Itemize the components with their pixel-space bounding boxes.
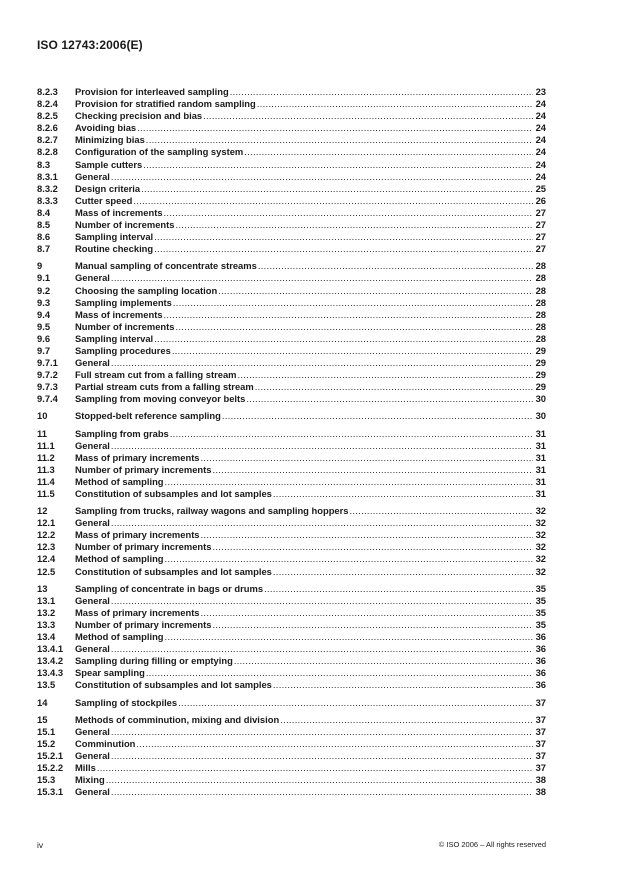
toc-entry-number: 15 (37, 713, 48, 725)
toc-dot-leader (136, 738, 533, 750)
toc-entry-number: 9.7.2 (37, 369, 58, 381)
toc-entry-title[interactable]: Sampling procedures (75, 344, 171, 356)
toc-entry[interactable] (37, 762, 546, 774)
toc-dot-leader (273, 679, 533, 691)
toc-entry-page[interactable]: 28 (535, 332, 546, 344)
toc-entry-page[interactable]: 38 (535, 786, 546, 798)
toc-entry-number: 8.7 (37, 243, 51, 255)
toc-entry[interactable] (37, 183, 546, 195)
toc-dot-leader (203, 110, 533, 122)
toc-entry-title[interactable]: Choosing the sampling location (75, 284, 218, 296)
toc-entry-number: 12.2 (37, 529, 56, 541)
toc-entry-title[interactable]: Comminution (75, 737, 136, 749)
toc-dot-leader (213, 464, 534, 476)
toc-section-group (37, 714, 546, 799)
toc-dot-leader (213, 619, 534, 631)
toc-entry-number: 13.4.1 (37, 643, 64, 655)
toc-entry[interactable] (37, 440, 546, 452)
toc-entry-title[interactable]: Checking precision and bias (75, 110, 203, 122)
toc-entry-page[interactable]: 32 (535, 517, 546, 529)
toc-dot-leader (273, 566, 533, 578)
toc-entry[interactable] (37, 643, 546, 655)
toc-entry-number: 12 (37, 505, 48, 517)
toc-entry-page[interactable]: 24 (535, 170, 546, 182)
toc-entry-number: 8.2.4 (37, 98, 58, 110)
toc-entry-page[interactable]: 29 (535, 381, 546, 393)
toc-dot-leader (154, 243, 533, 255)
toc-entry-number: 9.1 (37, 272, 51, 284)
toc-entry-title[interactable]: General (75, 439, 110, 451)
toc-entry-number: 15.2.1 (37, 749, 64, 761)
toc-entry-page[interactable]: 28 (535, 308, 546, 320)
toc-entry-number: 12.1 (37, 517, 56, 529)
toc-entry[interactable] (37, 774, 546, 786)
toc-entry-title[interactable]: Provision for interleaved sampling (75, 86, 229, 97)
toc-entry-title[interactable]: Configuration of the sampling system (75, 146, 244, 158)
toc-entry-number: 9.2 (37, 284, 51, 296)
toc-entry-page[interactable]: 36 (535, 667, 546, 679)
toc-dot-leader (255, 381, 533, 393)
toc-entry-page[interactable]: 27 (535, 243, 546, 255)
toc-entry-number: 11.4 (37, 475, 55, 487)
toc-dot-leader (165, 631, 533, 643)
toc-entry-title[interactable]: Routine checking (75, 243, 154, 255)
toc-entry[interactable] (37, 464, 546, 476)
toc-entry-number: 9.7 (37, 344, 51, 356)
table-of-contents (37, 86, 546, 803)
toc-entry-title[interactable]: General (75, 170, 110, 182)
toc-entry-title[interactable]: Constitution of subsamples and lot samples (75, 488, 272, 499)
toc-entry-page[interactable]: 32 (535, 553, 546, 565)
toc-entry-number: 9.4 (37, 308, 51, 320)
toc-entry[interactable] (37, 285, 546, 297)
toc-dot-leader (201, 529, 533, 541)
toc-entry-number: 8.2.7 (37, 134, 58, 146)
toc-entry-number: 8.2.5 (37, 110, 58, 122)
toc-entry[interactable] (37, 428, 546, 440)
toc-entry[interactable] (37, 134, 546, 146)
toc-entry-number: 9.6 (37, 332, 51, 344)
toc-entry-page[interactable]: 28 (535, 320, 546, 332)
toc-entry-page[interactable]: 36 (535, 643, 546, 655)
toc-dot-leader (111, 786, 533, 798)
toc-entry-title[interactable]: Mixing (75, 774, 105, 786)
toc-entry[interactable] (37, 517, 546, 529)
toc-dot-leader (111, 595, 533, 607)
toc-entry[interactable] (37, 110, 546, 122)
toc-entry-title[interactable]: Mass of primary increments (75, 606, 200, 618)
toc-section-group (37, 410, 546, 422)
toc-dot-leader (170, 428, 533, 440)
toc-entry-number: 15.2 (37, 737, 56, 749)
toc-entry[interactable] (37, 726, 546, 738)
toc-section-group (37, 428, 546, 501)
toc-entry[interactable] (37, 345, 546, 357)
toc-entry-page[interactable]: 30 (535, 393, 546, 405)
toc-entry-title[interactable]: Spear sampling (75, 667, 145, 679)
toc-dot-leader (264, 583, 533, 595)
toc-entry-page[interactable]: 37 (535, 713, 546, 725)
toc-entry-page[interactable]: 29 (535, 357, 546, 369)
toc-entry-title[interactable]: Stopped-belt reference sampling (75, 410, 221, 422)
toc-entry-number: 8.2.6 (37, 122, 58, 134)
toc-entry[interactable] (37, 410, 546, 422)
toc-entry[interactable] (37, 738, 546, 750)
toc-entry-page[interactable]: 37 (535, 761, 546, 773)
toc-dot-leader (246, 393, 533, 405)
toc-entry-page[interactable]: 32 (535, 529, 546, 541)
toc-dot-leader (222, 410, 533, 422)
toc-entry-title[interactable]: Method of sampling (75, 475, 164, 487)
toc-dot-leader (230, 86, 533, 98)
toc-entry-page[interactable]: 31 (535, 439, 546, 451)
toc-dot-leader (234, 655, 533, 667)
toc-entry-title[interactable]: Sample cutters (75, 158, 143, 170)
toc-section-group (37, 505, 546, 578)
toc-entry-title[interactable]: Number of primary increments (75, 541, 212, 553)
toc-dot-leader (154, 231, 533, 243)
toc-entry-page[interactable]: 28 (535, 284, 546, 296)
toc-entry-page[interactable]: 24 (535, 158, 546, 170)
toc-entry-title[interactable]: Sampling interval (75, 231, 154, 243)
toc-entry-number: 15.2.2 (37, 761, 64, 773)
toc-dot-leader (280, 714, 533, 726)
toc-entry-number: 8.3.3 (37, 194, 58, 206)
toc-entry[interactable] (37, 321, 546, 333)
toc-entry-title[interactable]: Sampling from moving conveyor belts (75, 393, 246, 405)
toc-entry-number: 15.3 (37, 774, 56, 786)
toc-dot-leader (213, 541, 534, 553)
toc-entry-number: 10 (37, 410, 48, 422)
toc-entry-page[interactable]: 29 (535, 369, 546, 381)
toc-entry-page[interactable]: 36 (535, 655, 546, 667)
toc-entry-number: 8.2.3 (37, 86, 58, 97)
toc-entry-page[interactable]: 38 (535, 774, 546, 786)
toc-entry[interactable] (37, 272, 546, 284)
toc-entry[interactable] (37, 566, 546, 578)
toc-section-group (37, 697, 546, 709)
toc-entry-title[interactable]: Design criteria (75, 182, 141, 194)
toc-entry-title[interactable]: General (75, 643, 110, 655)
toc-entry-number: 9.7.3 (37, 381, 58, 393)
toc-entry-title[interactable]: Mass of primary increments (75, 529, 200, 541)
toc-entry-title[interactable]: General (75, 725, 110, 737)
toc-entry-title[interactable]: Mass of primary increments (75, 451, 200, 463)
toc-entry-title[interactable]: Mills (75, 761, 96, 773)
toc-entry-page[interactable]: 27 (535, 206, 546, 218)
toc-entry-page[interactable]: 35 (535, 618, 546, 630)
toc-entry-number: 9.3 (37, 296, 51, 308)
toc-entry-number: 13 (37, 582, 48, 594)
toc-entry-page[interactable]: 35 (535, 594, 546, 606)
toc-dot-leader (146, 667, 533, 679)
toc-entry-title[interactable]: Method of sampling (75, 553, 164, 565)
toc-section-group (37, 86, 546, 255)
toc-entry-title[interactable]: Number of primary increments (75, 618, 212, 630)
toc-entry-page[interactable]: 31 (535, 463, 546, 475)
toc-entry-page[interactable]: 29 (535, 344, 546, 356)
toc-entry-number: 8.5 (37, 219, 51, 231)
toc-entry-number: 8.4 (37, 206, 51, 218)
toc-dot-leader (173, 297, 533, 309)
toc-entry[interactable] (37, 393, 546, 405)
toc-entry-number: 13.1 (37, 594, 56, 606)
toc-entry-number: 8.3.1 (37, 170, 58, 182)
toc-entry-page[interactable]: 37 (535, 696, 546, 708)
toc-entry-page[interactable]: 24 (535, 98, 546, 110)
toc-entry[interactable] (37, 98, 546, 110)
toc-dot-leader (146, 134, 533, 146)
toc-dot-leader (218, 285, 533, 297)
toc-entry[interactable] (37, 146, 546, 158)
toc-section-group (37, 260, 546, 405)
toc-entry-title[interactable]: Methods of comminution, mixing and division (75, 713, 280, 725)
toc-entry-page[interactable]: 24 (535, 122, 546, 134)
toc-dot-leader (178, 697, 533, 709)
toc-entry-page[interactable]: 32 (535, 541, 546, 553)
toc-entry-number: 8.2.8 (37, 146, 58, 158)
toc-entry-page[interactable]: 28 (535, 260, 546, 272)
toc-dot-leader (164, 309, 533, 321)
toc-dot-leader (111, 643, 533, 655)
toc-entry-title[interactable]: Sampling implements (75, 296, 172, 308)
toc-entry-title[interactable]: General (75, 517, 110, 529)
toc-entry-number: 12.5 (37, 565, 56, 577)
toc-entry[interactable] (37, 595, 546, 607)
toc-entry-title[interactable]: General (75, 272, 110, 284)
toc-entry[interactable] (37, 697, 546, 709)
toc-entry-title[interactable]: Partial stream cuts from a falling stream (75, 381, 254, 393)
toc-dot-leader (258, 260, 533, 272)
document-header-title: ISO 12743:2006(E) (37, 38, 143, 52)
toc-entry-number: 11.3 (37, 463, 55, 475)
toc-entry-number: 12.3 (37, 541, 56, 553)
toc-dot-leader (154, 333, 533, 345)
toc-entry-number: 14 (37, 696, 48, 708)
toc-entry[interactable] (37, 381, 546, 393)
toc-entry-page[interactable]: 23 (535, 86, 546, 97)
toc-entry[interactable] (37, 476, 546, 488)
toc-entry[interactable] (37, 195, 546, 207)
toc-entry[interactable] (37, 357, 546, 369)
footer-page-number: iv (37, 840, 44, 850)
toc-entry[interactable] (37, 667, 546, 679)
toc-dot-leader (133, 195, 533, 207)
toc-dot-leader (273, 488, 533, 500)
toc-entry-number: 8.3 (37, 158, 51, 170)
toc-entry-title[interactable]: Sampling interval (75, 332, 154, 344)
toc-entry-page[interactable]: 37 (535, 749, 546, 761)
toc-entry-number: 9 (37, 260, 43, 272)
footer-copyright: © ISO 2006 – All rights reserved (438, 840, 546, 849)
toc-entry[interactable] (37, 541, 546, 553)
toc-dot-leader (106, 774, 533, 786)
toc-entry-page[interactable]: 24 (535, 134, 546, 146)
toc-entry-title[interactable]: Sampling from trucks, railway wagons and sampling hoppers (75, 505, 349, 517)
toc-dot-leader (111, 272, 533, 284)
toc-entry[interactable] (37, 488, 546, 500)
toc-entry-title[interactable]: Number of primary increments (75, 463, 212, 475)
toc-dot-leader (172, 345, 533, 357)
toc-entry-page[interactable]: 24 (535, 146, 546, 158)
toc-entry-page[interactable]: 24 (535, 110, 546, 122)
toc-dot-leader (111, 357, 533, 369)
toc-entry-number: 15.3.1 (37, 786, 64, 798)
toc-entry-page[interactable]: 36 (535, 631, 546, 643)
toc-entry-number: 9.5 (37, 320, 51, 332)
toc-dot-leader (137, 122, 533, 134)
toc-entry-number: 11.2 (37, 451, 55, 463)
toc-entry-number: 13.4.3 (37, 667, 64, 679)
toc-entry[interactable] (37, 333, 546, 345)
toc-entry-page[interactable]: 28 (535, 272, 546, 284)
toc-entry-title[interactable]: Mass of increments (75, 308, 163, 320)
toc-entry[interactable] (37, 679, 546, 691)
toc-entry[interactable] (37, 529, 546, 541)
toc-entry-title[interactable]: Number of increments (75, 320, 175, 332)
toc-dot-leader (238, 369, 534, 381)
toc-entry-number: 13.4 (37, 631, 56, 643)
toc-dot-leader (111, 440, 533, 452)
toc-dot-leader (111, 750, 533, 762)
toc-entry-page[interactable]: 35 (535, 606, 546, 618)
toc-entry-title[interactable]: Sampling of concentrate in bags or drums (75, 582, 264, 594)
toc-entry-number: 8.3.2 (37, 182, 58, 194)
toc-entry-page[interactable]: 27 (535, 231, 546, 243)
toc-entry[interactable] (37, 786, 546, 798)
toc-dot-leader (257, 98, 533, 110)
toc-entry[interactable] (37, 369, 546, 381)
toc-entry[interactable] (37, 231, 546, 243)
toc-entry-number: 13.4.2 (37, 655, 64, 667)
toc-entry-page[interactable]: 31 (535, 451, 546, 463)
toc-entry-number: 13.5 (37, 679, 56, 691)
toc-dot-leader (165, 476, 533, 488)
toc-entry[interactable] (37, 452, 546, 464)
toc-entry-number: 8.6 (37, 231, 51, 243)
toc-entry-title[interactable]: Constitution of subsamples and lot samples (75, 565, 272, 577)
toc-entry-page[interactable]: 27 (535, 219, 546, 231)
toc-entry-page[interactable]: 32 (535, 565, 546, 577)
toc-dot-leader (143, 159, 533, 171)
toc-dot-leader (201, 452, 533, 464)
toc-entry-page[interactable]: 37 (535, 737, 546, 749)
toc-entry[interactable] (37, 122, 546, 134)
toc-entry-title[interactable]: Avoiding bias (75, 122, 137, 134)
toc-entry-page[interactable]: 25 (535, 182, 546, 194)
toc-entry[interactable] (37, 86, 546, 98)
toc-entry-title[interactable]: Cutter speed (75, 194, 133, 206)
toc-entry-title[interactable]: Constitution of subsamples and lot samples (75, 679, 272, 691)
toc-entry-number: 11.5 (37, 488, 55, 499)
toc-entry-title[interactable]: Minimizing bias (75, 134, 145, 146)
toc-entry[interactable] (37, 260, 546, 272)
toc-entry-page[interactable]: 37 (535, 725, 546, 737)
toc-entry-page[interactable]: 28 (535, 296, 546, 308)
toc-entry[interactable] (37, 309, 546, 321)
toc-entry-title[interactable]: General (75, 749, 110, 761)
toc-entry[interactable] (37, 619, 546, 631)
toc-entry-number: 9.7.4 (37, 393, 58, 405)
toc-dot-leader (176, 321, 534, 333)
toc-entry-number: 13.3 (37, 618, 56, 630)
toc-dot-leader (165, 553, 533, 565)
toc-entry[interactable] (37, 505, 546, 517)
toc-entry-page[interactable]: 31 (535, 488, 546, 499)
toc-entry[interactable] (37, 207, 546, 219)
toc-dot-leader (141, 183, 533, 195)
toc-entry-title[interactable]: Number of increments (75, 219, 175, 231)
toc-dot-leader (164, 207, 533, 219)
toc-entry-page[interactable]: 31 (535, 475, 546, 487)
toc-entry[interactable] (37, 714, 546, 726)
toc-entry[interactable] (37, 553, 546, 565)
toc-entry-number: 9.7.1 (37, 357, 58, 369)
toc-entry-title[interactable]: Manual sampling of concentrate streams (75, 260, 257, 272)
toc-dot-leader (176, 219, 534, 231)
toc-entry-page[interactable]: 26 (535, 194, 546, 206)
toc-entry-title[interactable]: Sampling from grabs (75, 427, 169, 439)
toc-entry-number: 15.1 (37, 725, 56, 737)
toc-entry[interactable] (37, 607, 546, 619)
toc-dot-leader (350, 505, 534, 517)
toc-entry-title[interactable]: Method of sampling (75, 631, 164, 643)
toc-entry-title[interactable]: Sampling during filling or emptying (75, 655, 233, 667)
toc-entry-title[interactable]: General (75, 594, 110, 606)
toc-dot-leader (111, 517, 533, 529)
toc-entry[interactable] (37, 631, 546, 643)
toc-dot-leader (111, 726, 533, 738)
toc-entry-page[interactable]: 36 (535, 679, 546, 691)
toc-dot-leader (201, 607, 533, 619)
toc-entry[interactable] (37, 219, 546, 231)
toc-entry[interactable] (37, 243, 546, 255)
toc-dot-leader (97, 762, 533, 774)
toc-entry-title[interactable]: Sampling of stockpiles (75, 696, 178, 708)
toc-entry[interactable] (37, 159, 546, 171)
toc-entry-number: 11.1 (37, 439, 55, 451)
toc-dot-leader (111, 171, 533, 183)
toc-entry[interactable] (37, 655, 546, 667)
toc-entry[interactable] (37, 750, 546, 762)
toc-entry-title[interactable]: Provision for stratified random sampling (75, 98, 256, 110)
toc-entry-number: 11 (37, 427, 47, 439)
toc-section-group (37, 583, 546, 692)
toc-dot-leader (244, 146, 533, 158)
toc-entry-title[interactable]: General (75, 357, 110, 369)
toc-entry-page[interactable]: 35 (535, 582, 546, 594)
toc-entry-title[interactable]: Mass of increments (75, 206, 163, 218)
toc-entry-number: 13.2 (37, 606, 56, 618)
toc-entry-page[interactable]: 32 (535, 505, 546, 517)
toc-entry-title[interactable]: General (75, 786, 110, 798)
toc-entry-title[interactable]: Full stream cut from a falling stream (75, 369, 237, 381)
toc-entry[interactable] (37, 583, 546, 595)
toc-entry-number: 12.4 (37, 553, 56, 565)
toc-entry-page[interactable]: 31 (535, 427, 546, 439)
toc-entry-page[interactable]: 30 (535, 410, 546, 422)
toc-entry[interactable] (37, 297, 546, 309)
toc-entry[interactable] (37, 171, 546, 183)
